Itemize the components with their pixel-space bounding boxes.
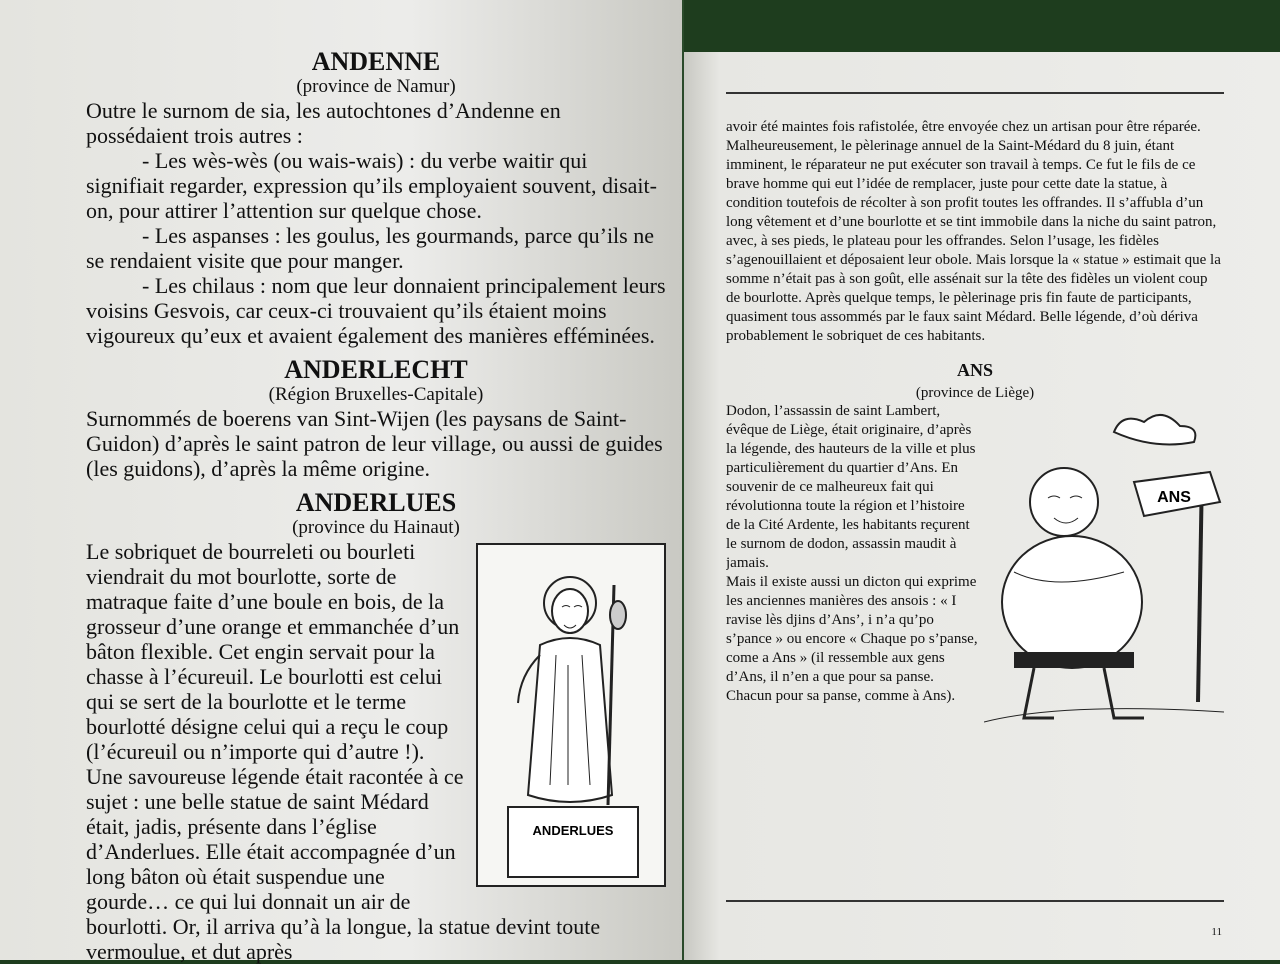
entry-subtitle: (province de Liège) (915, 385, 1035, 401)
entry-subtitle: (province du Hainaut) (292, 517, 460, 538)
entry-anderlues (86, 481, 666, 964)
ans-sign-text: ANS (1157, 489, 1191, 506)
footer-rule (726, 900, 1224, 902)
illustration-sign: ANDERLUES (532, 823, 614, 838)
saint-medard-illustration (476, 543, 666, 887)
entry-title: ANDERLECHT (284, 355, 468, 384)
entry-andenne (86, 48, 666, 348)
entry-text: Surnommés de boerens van Sint-Wijen (les paysans de Saint-Guidon) d’après le saint patron de leur village, ou aussi de guides (les guidons), d’après la même origine. (86, 406, 663, 481)
page-number: 11 (1211, 926, 1222, 938)
entry-title: ANS (956, 360, 993, 380)
entry-text: Une savoureuse légende était racontée à ce sujet : une belle statue de saint Médard était, jadis, présente dans l’église d’Anderlues. Elle était accompagnée d’un long bâton où était suspendue une gourde… ce qui lui donnait un air de bourlotti. Or, il arriva qu’à la longue, la statue devint toute vermoulue, et dut après (86, 764, 601, 964)
entry-text-continued: avoir été maintes fois rafistolée, être envoyée chez un artisan pour être réparée. Malheureusement, le pèlerinage annuel de la Saint-Médard du 8 juin, étant imminent, le réparateur ne put exécuter son travail à temps. Ce fut le fils de ce brave homme qui eut l’idée de remplacer, juste pour cette date la statue, à condition toutefois de récolter à son profit toutes les offrandes. Il s’affubla d’un long vêtement et d’une bourlotte et se tint immobile dans la niche du saint patron, avec, à ses pieds, le plateau pour les offrandes. Selon l’usage, les fidèles s’agenouillaient et déposaient leur obole. Mais lorsque la « statue » estimait que la somme n’était pas à son goût, elle assénait sur la tête des fidèles un violent coup de bourlotte. Après quelque temps, le pèlerinage pris fin faute de participants, quasiment tous assommés par le faux saint Médard. Belle légende, d’où dériva probablement le sobriquet de ces habitants. (726, 119, 1221, 344)
entry-text: - Les aspanses : les goulus, les gourmands, parce qu’ils ne se rendaient visite que pour manger. (86, 223, 654, 273)
entry-text: - Les chilaus : nom que leur donnaient principalement leurs voisins Gesvois, car ceux-ci trouvaient qu’ils étaient moins vigoureux qu’eux et avaient également des manières efféminées. (86, 273, 666, 348)
entry-subtitle: (province de Namur) (296, 76, 456, 97)
entry-ans (726, 346, 1224, 742)
entry-subtitle: (Région Bruxelles-Capitale) (268, 384, 484, 405)
header-rule (726, 92, 1224, 94)
entry-text: Le sobriquet de bourreleti ou bourleti viendrait du mot bourlotte, sorte de matraque faite d’une boule en bois, de la grosseur d’une orange et emmanchée d’un bâton flexible. Cet engin servait pour la chasse à l’écureuil. Le bourlotti est celui qui se sert de la bourlotte et le terme bourlotté désigne celui qui a reçu le coup (l’écureuil ou n’importe qui d’autre !). (86, 539, 460, 764)
entry-anderlecht (86, 356, 666, 481)
entry-title: ANDERLUES (295, 488, 457, 517)
entry-text: Outre le surnom de sia, les autochtones d’Andenne en possédaient trois autres : (86, 98, 561, 148)
entry-text: - Les wès-wès (ou wais-wais) : du verbe waitir qui signifiait regarder, expression qu’ils employaient souvent, disait-on, pour attirer l’attention sur quelque chose. (86, 148, 657, 223)
entry-text: Mais il existe aussi un dicton qui exprime les anciennes manières des ansois : « I ravise lès djins d’Ans’, i n’a qu’po s’pance » ou encore « Chaque po s’panse, come a Ans » (il ressemble aux gens d’Ans, il n’en a que pour sa panse. Chacun pour sa panse, comme à Ans). (726, 574, 978, 704)
entry-text: Dodon, l’assassin de saint Lambert, évêque de Liège, était originaire, d’après la légende, des hauteurs de la ville et plus particulièrement du quartier d’Ans. En souvenir de ce malheureux fait qui révolutionna toute la région et l’histoire de la Cité Ardente, les habitants reçurent le surnom de dodon, assassin maudit à jamais. (726, 403, 976, 571)
right-page (684, 52, 1280, 960)
dodon-cartoon-illustration (984, 402, 1224, 742)
entry-title: ANDENNE (311, 47, 441, 76)
